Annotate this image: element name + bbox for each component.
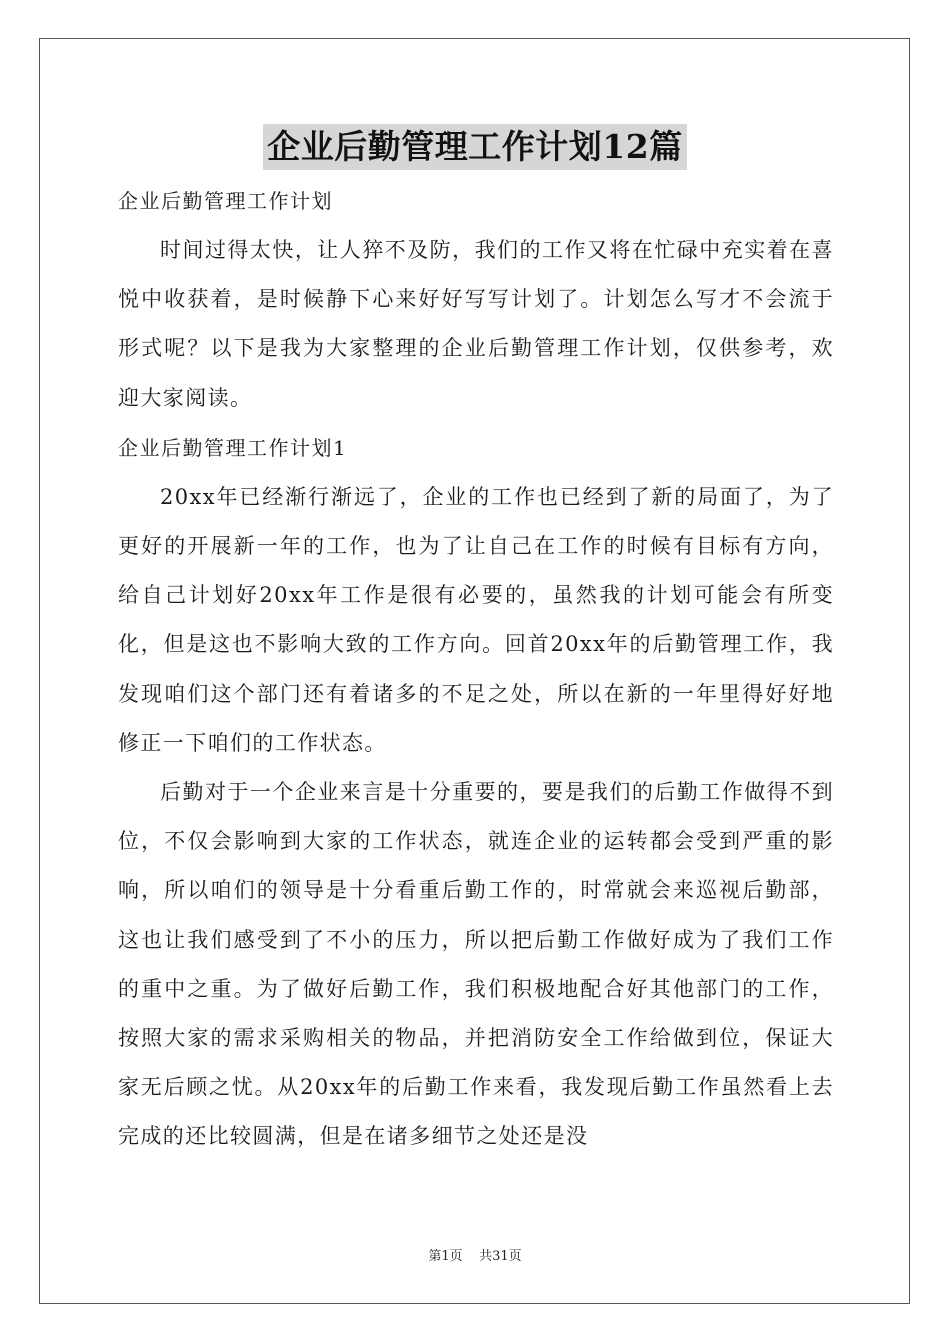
title-container <box>0 124 950 170</box>
document-body <box>118 176 834 1162</box>
body-paragraph: 20xx年已经渐行渐远了，企业的工作也已经到了新的局面了，为了更好的开展新一年的工作，也为了让自己在工作的时候有目标有方向，给自己计划好20xx年工作是很有必要的，虽然我的计划可能会有所变化，但是这也不影响大致的工作方向。回首20xx年的后勤管理工作，我发现咱们这个部门还有着诸多的不足之处，所以在新的一年里得好好地修正一下咱们的工作状态。 <box>118 484 834 755</box>
page-total: 共31页 <box>479 1249 522 1264</box>
page-number: 第1页 <box>428 1249 463 1264</box>
page-footer <box>0 1245 950 1264</box>
intro-paragraph: 时间过得太快，让人猝不及防，我们的工作又将在忙碌中充实着在喜悦中收获着，是时候静下心来好好写写计划了。计划怎么写才不会流于形式呢？以下是我为大家整理的企业后勤管理工作计划，仅供参考，欢迎大家阅读。 <box>118 238 834 410</box>
main-heading: 企业后勤管理工作计划 <box>118 189 333 213</box>
document-title: 企业后勤管理工作计划12篇 <box>263 124 686 170</box>
body-paragraph: 后勤对于一个企业来言是十分重要的，要是我们的后勤工作做得不到位，不仅会影响到大家的工作状态，就连企业的运转都会受到严重的影响，所以咱们的领导是十分看重后勤工作的，时常就会来巡视后勤部，这也让我们感受到了不小的压力，所以把后勤工作做好成为了我们工作的重中之重。为了做好后勤工作，我们积极地配合好其他部门的工作，按照大家的需求采购相关的物品，并把消防安全工作给做到位，保证大家无后顾之忧。从20xx年的后勤工作来看，我发现后勤工作虽然看上去完成的还比较圆满，但是在诸多细节之处还是没 <box>118 780 834 1149</box>
section-heading: 企业后勤管理工作计划1 <box>118 435 348 460</box>
